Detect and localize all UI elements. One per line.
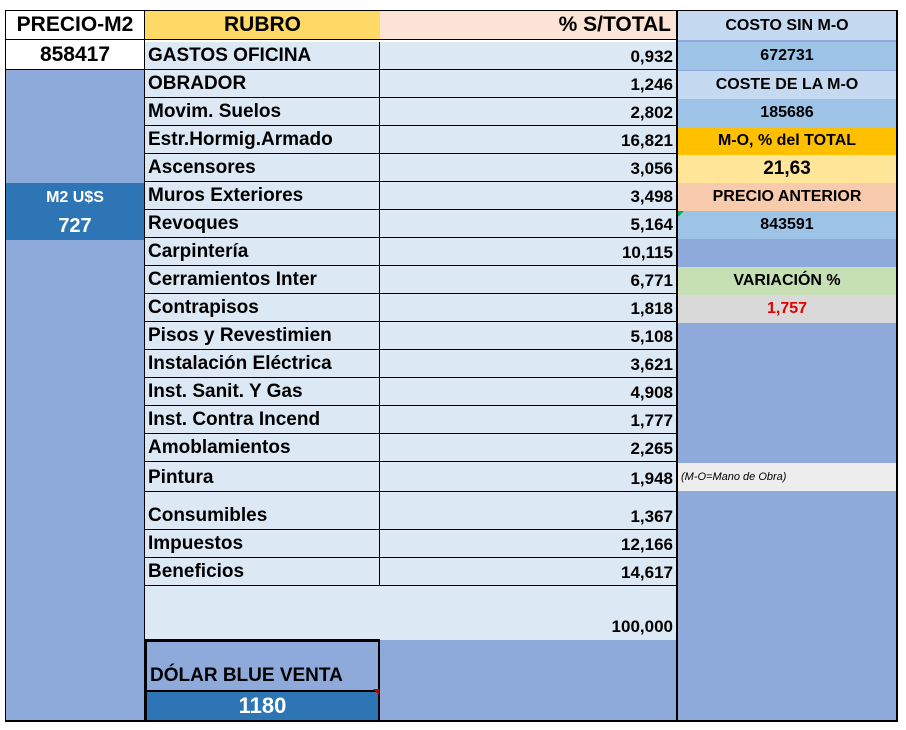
rubro-name-cell[interactable]: Cerramientos Inter	[145, 266, 380, 294]
costo-sin-mo-label[interactable]: COSTO SIN M-O	[678, 11, 896, 40]
mo-pct-label[interactable]: M-O, % del TOTAL	[678, 127, 896, 155]
variacion-label[interactable]: VARIACIÓN %	[678, 267, 896, 295]
m2-usd-value[interactable]: 727	[6, 212, 144, 240]
rubro-pct-cell[interactable]: 1,777	[380, 406, 676, 434]
rubro-name-cell[interactable]: Revoques	[145, 210, 380, 238]
total-value[interactable]: 100,000	[380, 614, 676, 640]
rubro-name-cell[interactable]: Pintura	[145, 462, 380, 492]
rubro-pct-cell[interactable]: 4,908	[380, 378, 676, 406]
rubro-name-cell[interactable]: Instalación Eléctrica	[145, 350, 380, 378]
bottom-middle-blue	[380, 640, 676, 722]
rubro-name-cell[interactable]: Muros Exteriores	[145, 182, 380, 210]
header-rubro[interactable]: RUBRO	[145, 10, 380, 40]
precio-anterior-label[interactable]: PRECIO ANTERIOR	[678, 183, 896, 211]
precio-m2-label[interactable]: PRECIO-M2	[5, 10, 145, 40]
rubro-pct-cell[interactable]: 12,166	[380, 530, 676, 558]
rubro-name-cell[interactable]: Inst. Sanit. Y Gas	[145, 378, 380, 406]
precio-m2-value[interactable]: 858417	[5, 40, 145, 70]
rubro-pct-cell[interactable]: 16,821	[380, 126, 676, 154]
dolar-label-cell[interactable]	[145, 640, 380, 690]
dolar-blue-label: DÓLAR BLUE VENTA	[150, 665, 343, 686]
precio-anterior-value[interactable]: 843591	[678, 211, 896, 239]
rubro-pct-cell[interactable]: 6,771	[380, 266, 676, 294]
rubro-name-cell[interactable]: Beneficios	[145, 558, 380, 586]
comment-marker-green	[678, 211, 684, 217]
rubro-name-cell[interactable]: Amoblamientos	[145, 434, 380, 462]
rubro-pct-cell[interactable]: 2,265	[380, 434, 676, 462]
rubro-pct-cell[interactable]: 3,498	[380, 182, 676, 210]
rubro-name-cell[interactable]: Ascensores	[145, 154, 380, 182]
rubro-pct-cell[interactable]: 1,948	[380, 462, 676, 492]
left-blue-area	[5, 70, 145, 722]
rubro-name-cell[interactable]: Impuestos	[145, 530, 380, 558]
rubro-name-cell[interactable]: GASTOS OFICINA	[145, 42, 380, 70]
rubro-pct-cell[interactable]: 0,932	[380, 42, 676, 70]
rubro-pct-cell[interactable]: 5,164	[380, 210, 676, 238]
mo-pct-value[interactable]: 21,63	[678, 155, 896, 183]
rubro-name-cell[interactable]: Contrapisos	[145, 294, 380, 322]
rubro-pct-cell[interactable]: 1,818	[380, 294, 676, 322]
rubro-pct-cell[interactable]: 2,802	[380, 98, 676, 126]
rubro-pct-cell[interactable]: 1,246	[380, 70, 676, 98]
rubro-name-cell[interactable]: Movim. Suelos	[145, 98, 380, 126]
rubro-pct-cell[interactable]: 3,621	[380, 350, 676, 378]
rubro-name-cell[interactable]: Carpintería	[145, 238, 380, 266]
mano-de-obra-note[interactable]: (M-O=Mano de Obra)	[678, 463, 896, 491]
rubro-pct-cell[interactable]: 14,617	[380, 558, 676, 586]
rubro-pct-cell[interactable]: 1,367	[380, 492, 676, 530]
rubro-name-cell[interactable]: Consumibles	[145, 492, 380, 530]
dolar-blue-value[interactable]: 1180	[145, 690, 380, 722]
costo-sin-mo-value[interactable]: 672731	[678, 42, 896, 70]
variacion-value[interactable]: 1,757	[678, 295, 896, 323]
rubro-name-cell[interactable]: Pisos y Revestimien	[145, 322, 380, 350]
rubro-name-cell[interactable]: Estr.Hormig.Armado	[145, 126, 380, 154]
rubro-pct-cell[interactable]: 5,108	[380, 322, 676, 350]
coste-mo-label[interactable]: COSTE DE LA M-O	[678, 71, 896, 99]
rubro-name-cell[interactable]: Inst. Contra Incend	[145, 406, 380, 434]
rubro-pct-cell[interactable]: 10,115	[380, 238, 676, 266]
comment-marker-red	[373, 689, 379, 695]
rubro-pct-cell[interactable]: 3,056	[380, 154, 676, 182]
rubro-name-cell[interactable]: OBRADOR	[145, 70, 380, 98]
m2-usd-label[interactable]: M2 U$S	[6, 183, 144, 212]
header-pct-total[interactable]: % S/TOTAL	[380, 10, 676, 40]
coste-mo-value[interactable]: 185686	[678, 99, 896, 127]
